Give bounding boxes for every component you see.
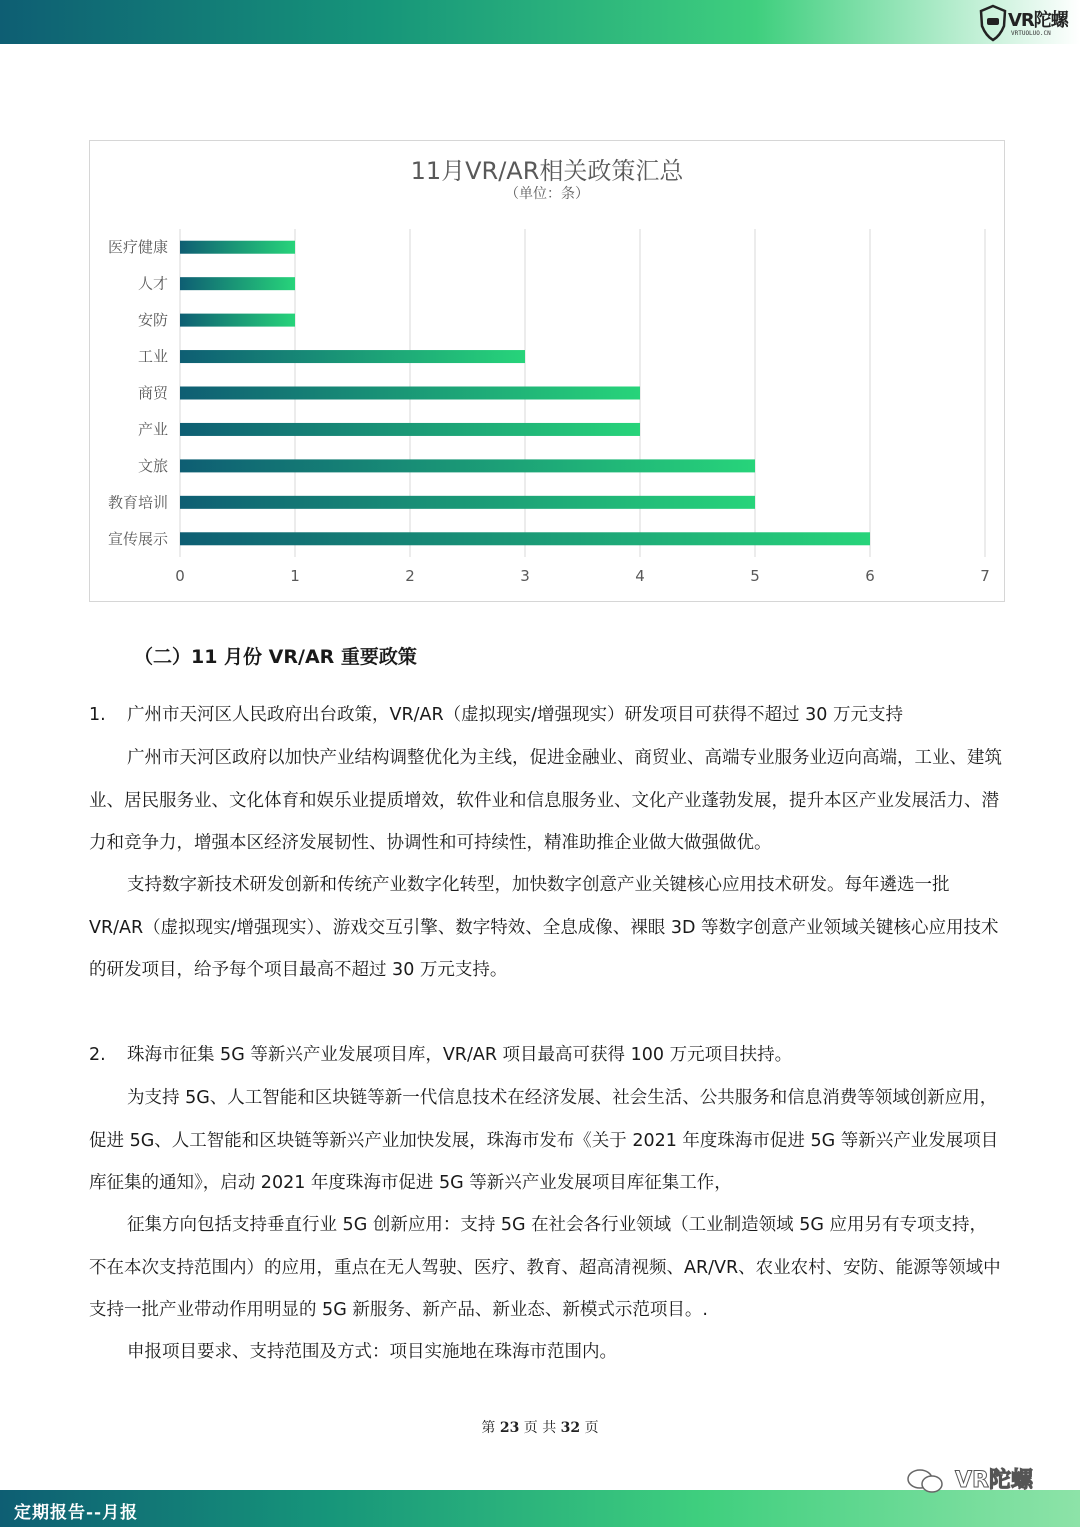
x-tick-label: 3 bbox=[520, 567, 530, 585]
item-2-number: 2. bbox=[89, 1045, 106, 1065]
bar-宣传展示 bbox=[180, 532, 870, 545]
x-tick-label: 2 bbox=[405, 567, 415, 585]
watermark-text: VR陀螺 bbox=[955, 1468, 1033, 1493]
x-tick-label: 6 bbox=[865, 567, 875, 585]
chart-plot bbox=[90, 141, 1004, 601]
bar-教育培训 bbox=[180, 496, 755, 509]
page-prefix: 第 bbox=[481, 1420, 496, 1436]
category-label: 人才 bbox=[137, 274, 168, 293]
x-tick-label: 1 bbox=[290, 567, 300, 585]
category-label: 产业 bbox=[137, 420, 168, 439]
page-suffix: 页 bbox=[584, 1420, 599, 1436]
item-1-title bbox=[89, 694, 1002, 737]
footer-band bbox=[0, 1490, 1080, 1527]
category-label: 商贸 bbox=[137, 384, 168, 402]
page-total: 32 bbox=[560, 1420, 581, 1436]
item-2-title bbox=[89, 1034, 1002, 1077]
x-tick-label: 4 bbox=[635, 567, 645, 585]
x-tick-label: 5 bbox=[750, 567, 760, 585]
item-1-title-text: 广州市天河区人民政府出台政策，VR/AR（虚拟现实/增强现实）研发项目可获得不超过 30 万元支持 bbox=[127, 705, 903, 725]
x-tick-label: 7 bbox=[980, 567, 990, 585]
category-label: 教育培训 bbox=[107, 493, 168, 512]
bar-文旅 bbox=[180, 459, 755, 472]
bar-产业 bbox=[180, 423, 640, 436]
page-mid: 页 共 bbox=[523, 1420, 557, 1436]
category-label: 医疗健康 bbox=[107, 238, 168, 257]
x-tick-label: 0 bbox=[175, 567, 185, 585]
bar-商贸 bbox=[180, 387, 640, 400]
item-2-paragraph-1: 为支持 5G、人工智能和区块链等新一代信息技术在经济发展、社会生活、公共服务和信息消费等领域创新应用，促进 5G、人工智能和区块链等新兴产业加快发展，珠海市发布《关于 2021 年度珠海市促进 5G 等新兴产业发展项目库征集的通知》，启动 2021 年度珠海市促进 5G 等新兴产业发展项目库征集工作， bbox=[89, 1088, 999, 1193]
brand-logo bbox=[978, 4, 1070, 42]
chart-subtitle: （单位：条） bbox=[505, 186, 589, 202]
header-band bbox=[0, 0, 1080, 44]
bar-人才 bbox=[180, 277, 295, 290]
policy-bar-chart bbox=[89, 140, 1005, 602]
page-number bbox=[0, 1417, 1080, 1437]
item-1-number: 1. bbox=[89, 705, 106, 725]
item-2-title-text: 珠海市征集 5G 等新兴产业发展项目库，VR/AR 项目最高可获得 100 万元项目扶持。 bbox=[127, 1045, 793, 1065]
bar-工业 bbox=[180, 350, 525, 363]
shield-icon bbox=[978, 4, 1008, 42]
wechat-icon bbox=[906, 1467, 946, 1495]
item-2-paragraph-3: 申报项目要求、支持范围及方式：项目实施地在珠海市范围内。 bbox=[127, 1342, 617, 1362]
category-label: 工业 bbox=[137, 347, 168, 366]
category-label: 文旅 bbox=[137, 456, 168, 475]
chart-title: 11月VR/AR相关政策汇总 bbox=[410, 157, 684, 185]
item-1-paragraph-1: 广州市天河区政府以加快产业结构调整优化为主线，促进金融业、商贸业、高端专业服务业迈向高端，工业、建筑业、居民服务业、文化体育和娱乐业提质增效，软件业和信息服务业、文化产业蓬勃发展，提升本区产业发展活力、潜力和竞争力，增强本区经济发展韧性、协调性和可持续性，精准助推企业做大做强做优。 bbox=[89, 748, 1002, 853]
category-label: 安防 bbox=[137, 311, 168, 330]
section-heading: （二）11 月份 VR/AR 重要政策 bbox=[134, 646, 417, 668]
category-label: 宣传展示 bbox=[107, 529, 168, 548]
page-current: 23 bbox=[499, 1420, 520, 1436]
bar-安防 bbox=[180, 314, 295, 327]
footer-label: 定期报告--月报 bbox=[14, 1503, 139, 1523]
item-1-paragraph-2: 支持数字新技术研发创新和传统产业数字化转型，加快数字创意产业关键核心应用技术研发。每年遴选一批 VR/AR（虚拟现实/增强现实）、游戏交互引擎、数字特效、全息成像、裸眼 3D 等数字创意产业领域关键核心应用技术的研发项目，给予每个项目最高不超过 30 万元支持。 bbox=[89, 875, 999, 980]
logo-text: VR陀螺 bbox=[1008, 10, 1068, 31]
logo-subtext: VRTUOLUO.CN bbox=[1011, 30, 1051, 37]
item-2-paragraph-2: 征集方向包括支持垂直行业 5G 创新应用：支持 5G 在社会各行业领域（工业制造领域 5G 应用另有专项支持，不在本次支持范围内）的应用，重点在无人驾驶、医疗、教育、超高清视频、AR/VR、农业农村、安防、能源等领域中支持一批产业带动作用明显的 5G 新服务、新产品、新业态、新模式示范项目。. bbox=[89, 1215, 1001, 1320]
bar-医疗健康 bbox=[180, 241, 295, 254]
